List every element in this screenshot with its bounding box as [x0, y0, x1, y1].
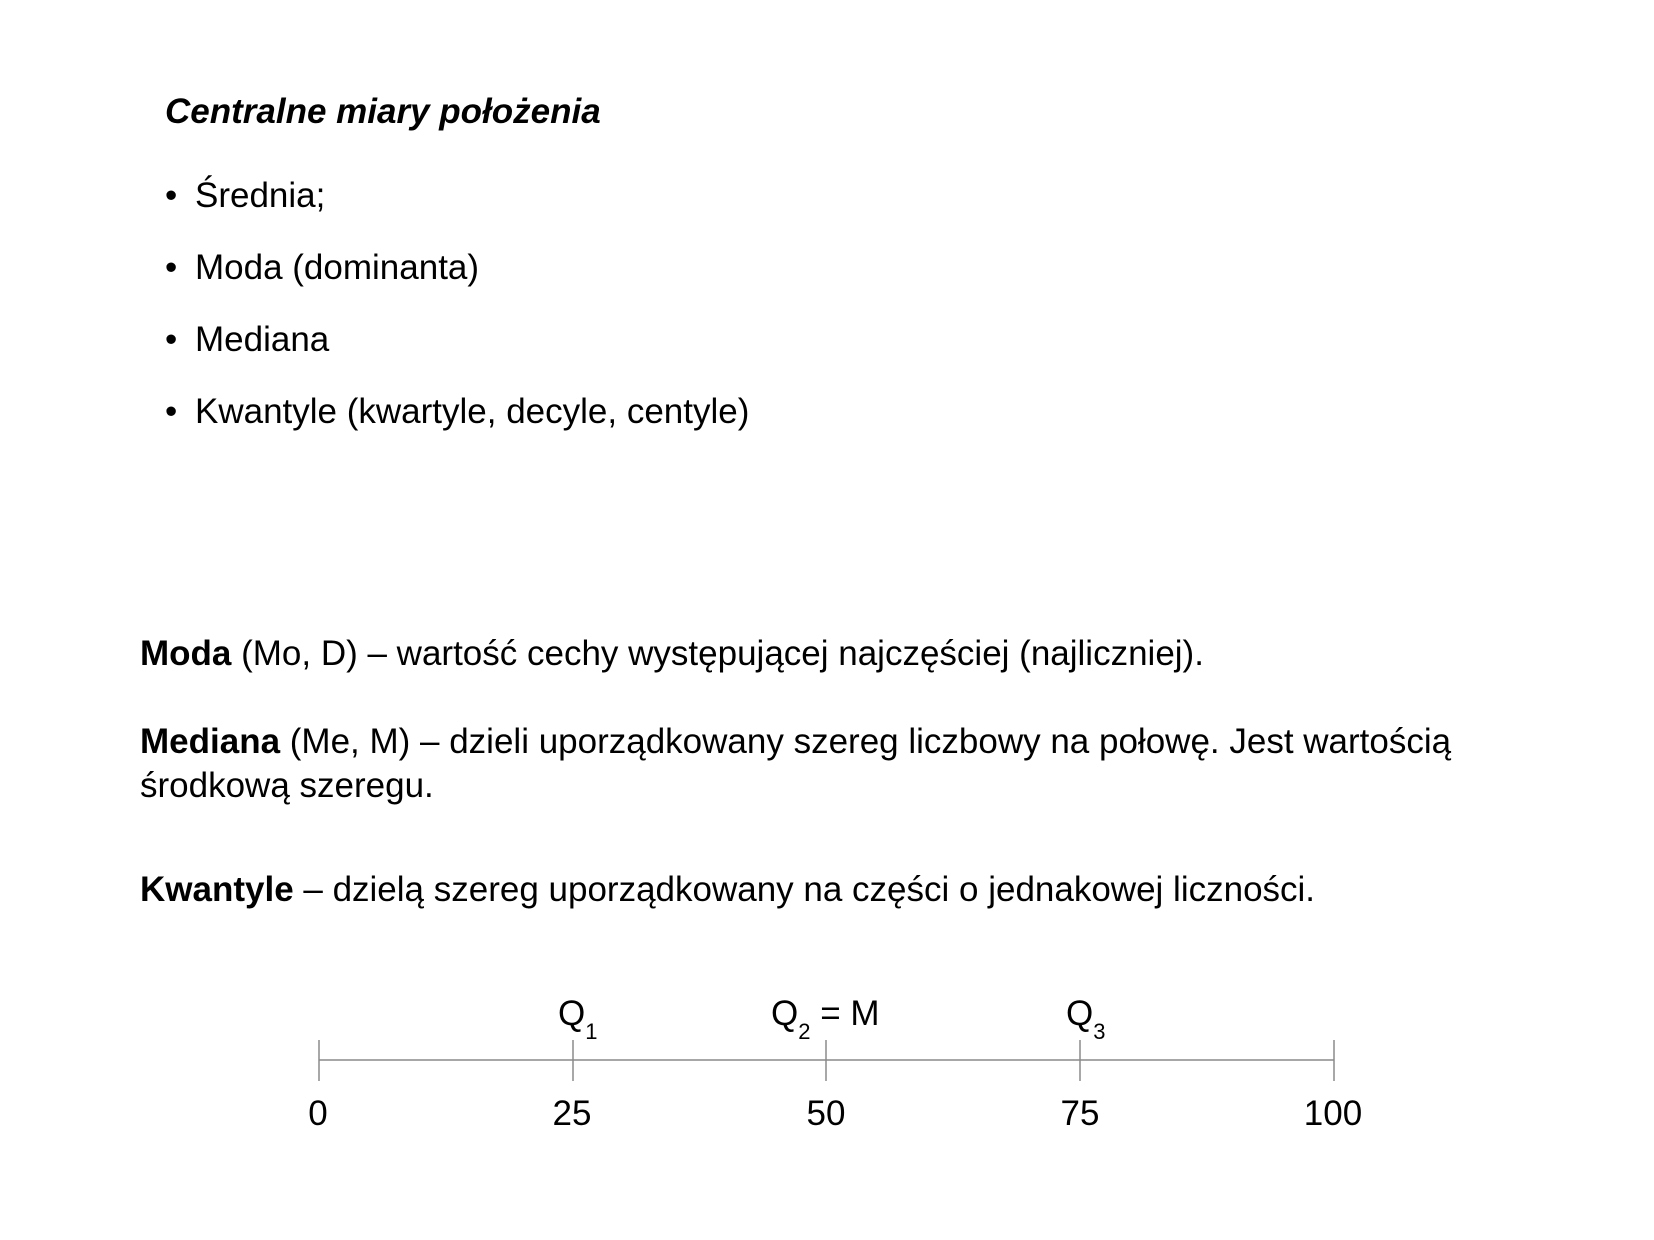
bullet-icon: • [165, 392, 178, 431]
measures-list [165, 176, 749, 464]
term-mediana: Mediana [140, 722, 281, 761]
definition-text: – dzielą szereg uporządkowany na części o jednakowej liczności. [293, 870, 1316, 909]
marker-q1: $Q_1$ [558, 994, 598, 1044]
bullet-icon: • [165, 320, 178, 359]
tick-label-100: 100 [1303, 1094, 1363, 1133]
list-item-label: Moda (dominanta) [195, 248, 480, 287]
tick-label-0: 0 [308, 1094, 328, 1133]
definition-text-continued: środkową szeregu. [140, 766, 434, 805]
definition-moda [140, 632, 1204, 676]
definition-kwantyle [140, 868, 1315, 912]
term-moda: Moda [140, 634, 232, 673]
slide-title: Centralne miary położenia [165, 92, 601, 131]
list-item [165, 392, 749, 464]
list-item-label: Kwantyle (kwartyle, decyle, centyle) [195, 392, 750, 431]
list-item [165, 248, 749, 320]
list-item-label: Mediana [195, 320, 330, 359]
marker-q3: $Q_3$ [1066, 994, 1106, 1044]
definition-text: (Me, M) – dzieli uporządkowany szereg liczbowy na połowę. Jest wartością [280, 722, 1452, 761]
definition-mediana [140, 720, 1451, 808]
list-item [165, 176, 749, 248]
marker-q2-median: $Q_2 = M$ [771, 994, 880, 1044]
bullet-icon: • [165, 248, 178, 287]
tick-label-75: 75 [1060, 1094, 1100, 1133]
bullet-icon: • [165, 176, 178, 215]
definition-text: (Mo, D) – wartość cechy występującej najczęściej (najliczniej). [231, 634, 1204, 673]
tick-label-50: 50 [806, 1094, 846, 1133]
term-kwantyle: Kwantyle [140, 870, 294, 909]
list-item-label: Średnia; [195, 176, 326, 215]
tick-label-25: 25 [552, 1094, 592, 1133]
list-item [165, 320, 749, 392]
